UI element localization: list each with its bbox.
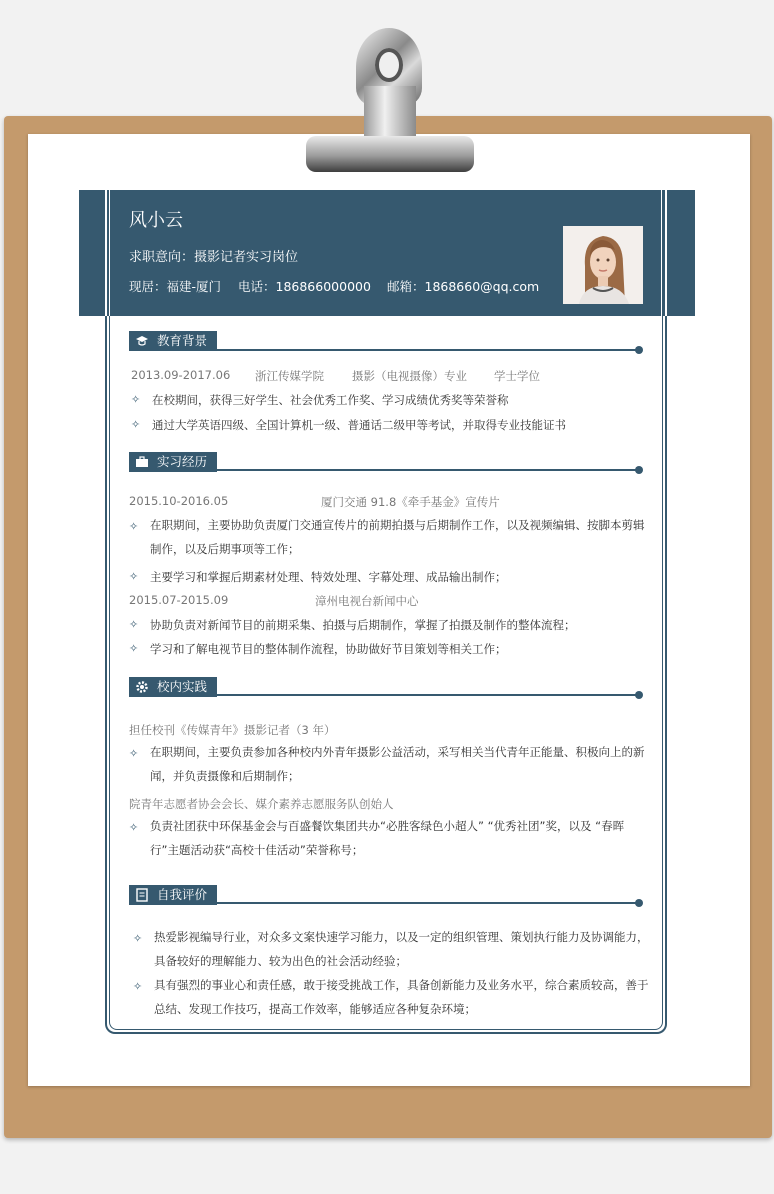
notebook-icon: [135, 888, 149, 902]
edu-major: 摄影（电视摄像）专业: [352, 369, 467, 383]
graduation-cap-icon: [135, 334, 149, 348]
bullet-diamond-icon: ✧: [129, 642, 139, 655]
list-item: 在职期间，主要负责参加各种校内外青年摄影公益活动，采写相关当代青年正能量、积极向上的新闻，并负责摄像和后期制作；: [150, 745, 645, 783]
section-title: 实习经历: [157, 454, 208, 469]
frame-line: [665, 190, 667, 316]
edu-degree: 学士学位: [494, 369, 540, 383]
list-item: 负责社团获中环保基金会与百盛餐饮集团共办“必胜客绿色小超人” “优秀社团”奖，以及 “春晖行”主题活动获“高校十佳活动”荣誉称号；: [150, 819, 625, 857]
bullet-diamond-icon: ✧: [131, 393, 141, 406]
list-item: 学习和了解电视节目的整体制作流程，协助做好节目策划等相关工作；: [150, 642, 507, 656]
location: 现居：福建-厦门: [129, 279, 222, 294]
phone: 电话：186866000000: [238, 279, 371, 294]
bullet-diamond-icon: ✧: [129, 570, 139, 583]
section-dot: [635, 691, 643, 699]
briefcase-icon: [135, 455, 149, 469]
bullet-diamond-icon: ✧: [133, 980, 143, 993]
list-item: 具有强烈的事业心和责任感，敢于接受挑战工作，具备创新能力及业务水平，综合素质较高，善于总结、发现工作技巧，提高工作效率，能够适应各种复杂环境；: [154, 978, 649, 1016]
section-dot: [635, 466, 643, 474]
edu-period: 2013.09-2017.06: [131, 368, 231, 382]
job-period: 2015.10-2016.05: [129, 494, 229, 508]
list-item: 协助负责对新闻节目的前期采集、拍摄与后期制作，掌握了拍摄及制作的整体流程；: [150, 618, 576, 632]
candidate-name: 风小云: [129, 210, 183, 231]
frame-line: [105, 190, 107, 316]
section-title: 自我评价: [157, 887, 208, 902]
section-title: 教育背景: [157, 333, 208, 348]
section-dot: [635, 899, 643, 907]
frame-line: [109, 190, 110, 316]
job-org: 厦门交通 91.8《牵手基金》宣传片: [321, 495, 500, 509]
list-item: 在职期间，主要协助负责厦门交通宣传片的前期拍摄与后期制作工作，以及视频编辑、按脚本剪辑制作，以及后期事项等工作；: [150, 518, 645, 556]
campus-role: 担任校刊《传媒青年》摄影记者（3 年）: [129, 723, 336, 737]
section-campus-header: [129, 677, 217, 697]
edu-school: 浙江传媒学院: [255, 369, 324, 383]
frame-line: [661, 190, 662, 316]
bullet-diamond-icon: ✧: [131, 418, 141, 431]
list-item: 通过大学英语四级、全国计算机一级、普通话二级甲等考试，并取得专业技能证书: [152, 418, 566, 432]
bullet-diamond-icon: ✧: [129, 520, 139, 533]
avatar-photo: [563, 226, 643, 304]
job-period: 2015.07-2015.09: [129, 593, 229, 607]
email: 邮箱：1868660@qq.com: [387, 279, 540, 294]
section-internship-header: [129, 452, 217, 472]
campus-role: 院青年志愿者协会会长、媒介素养志愿服务队创始人: [129, 797, 394, 811]
bullet-diamond-icon: ✧: [129, 618, 139, 631]
bullet-diamond-icon: ✧: [129, 747, 139, 760]
bullet-diamond-icon: ✧: [133, 932, 143, 945]
list-item: 在校期间，获得三好学生、社会优秀工作奖、学习成绩优秀奖等荣誉称: [152, 393, 509, 407]
bullet-diamond-icon: ✧: [129, 821, 139, 834]
job-org: 漳州电视台新闻中心: [315, 594, 419, 608]
list-item: 热爱影视编导行业，对众多文案快速学习能力，以及一定的组织管理、策划执行能力及协调能力，具备较好的理解能力、较为出色的社会活动经验；: [154, 930, 649, 968]
job-intent: 求职意向：摄影记者实习岗位: [129, 250, 299, 265]
list-item: 主要学习和掌握后期素材处理、特效处理、字幕处理、成品输出制作；: [150, 570, 507, 584]
section-education-header: [129, 331, 217, 351]
section-title: 校内实践: [157, 679, 208, 694]
section-self-header: [129, 885, 217, 905]
section-dot: [635, 346, 643, 354]
gear-icon: [135, 680, 149, 694]
